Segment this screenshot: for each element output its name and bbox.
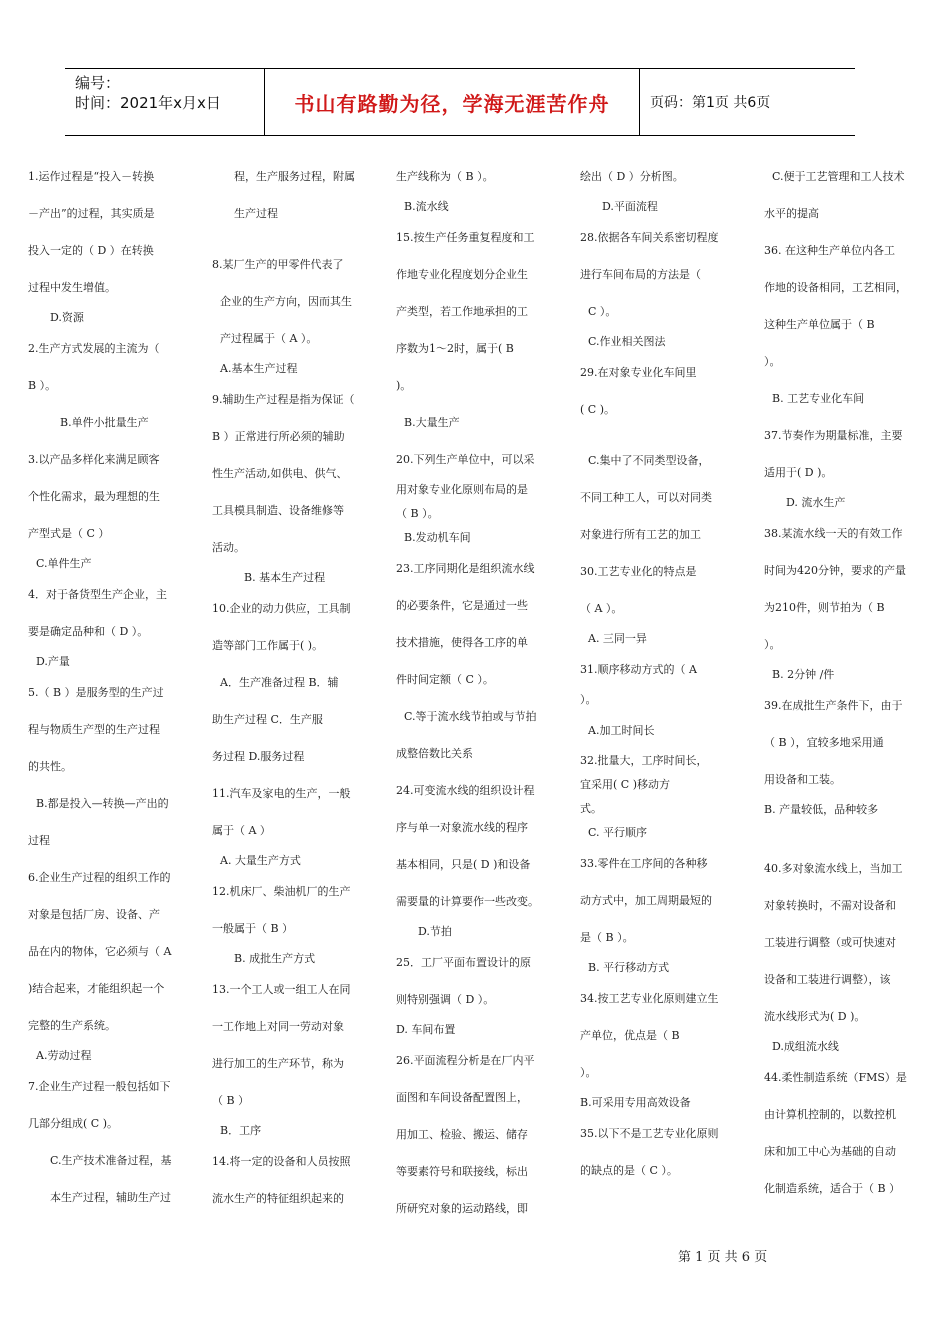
text-line: 等要素符号和联接线，标出 xyxy=(396,1165,528,1178)
text-column-5 xyxy=(764,158,926,1207)
text-line: 32.批量大，工序时间长， xyxy=(580,754,708,767)
time-label: 时间：2021年x月x日 xyxy=(75,94,221,112)
text-line: 动方式中，加工周期最短的 xyxy=(580,894,712,907)
text-line: 用加工、检验、搬运、储存 xyxy=(396,1128,528,1141)
answer-line: D.产量 xyxy=(36,655,70,668)
text-line: B ）正常进行所必须的辅助 xyxy=(212,430,345,443)
text-line: 20.下列生产单位中，可以采 xyxy=(396,453,535,466)
text-column-2 xyxy=(212,158,372,1217)
text-line: 要是确定品种和（ D ）。 xyxy=(28,625,149,638)
text-line: 属于（ A ） xyxy=(212,824,271,837)
number-label: 编号： xyxy=(75,74,121,92)
text-line: 不同工种工人，可以对同类 xyxy=(580,491,712,504)
text-line: 36. 在这种生产单位内各工 xyxy=(764,244,895,257)
text-line: 对象进行所有工艺的加工 xyxy=(580,528,701,541)
text-line: 是（ B ）。 xyxy=(580,931,634,944)
answer-line: B．工序 xyxy=(220,1124,262,1137)
text-line: 15.按生产任务重复程度和工 xyxy=(396,231,535,244)
text-line: 23.工序同期化是组织流水线 xyxy=(396,562,535,575)
text-line: 为210件，则节拍为（ B xyxy=(764,601,885,614)
text-line: 产型式是（ C ） xyxy=(28,527,110,540)
text-line: 几部分组成( C )。 xyxy=(28,1117,118,1130)
text-line: ）。 xyxy=(764,355,781,368)
answer-line: D.成组流水线 xyxy=(772,1040,839,1053)
answer-line: C.便于工艺管理和工人技术 xyxy=(772,170,905,183)
text-line: 式。 xyxy=(580,802,602,815)
answer-line: 本生产过程，辅助生产过 xyxy=(50,1191,171,1204)
text-line: 工装进行调整（或可快速对 xyxy=(764,936,896,949)
answer-line: D. 流水生产 xyxy=(786,496,846,509)
text-line: 对象转换时，不需对设备和 xyxy=(764,899,896,912)
text-line: 9.辅助生产过程是指为保证（ xyxy=(212,393,355,406)
text-line: 助生产过程 C．生产服 xyxy=(212,713,323,726)
answer-line: C.等于流水线节拍或与节拍 xyxy=(404,710,537,723)
text-line: 8.某厂生产的甲零件代表了 xyxy=(212,258,344,271)
text-line: 序数为1～2时，属于( B xyxy=(396,342,514,355)
text-line: 活动。 xyxy=(212,541,245,554)
answer-line: B.都是投入—转换—产出的 xyxy=(36,797,169,810)
text-line: 5.（ B ）是服务型的生产过 xyxy=(28,686,164,699)
text-line: 设备和工装进行调整），该 xyxy=(764,973,891,986)
text-line: ）。 xyxy=(764,638,781,651)
answer-line: C.集中了不同类型设备， xyxy=(588,454,710,467)
text-line: 1.运作过程是“投入－转换 xyxy=(28,170,155,183)
text-line: 这种生产单位属于（ B xyxy=(764,318,875,331)
text-line: 用对象专业化原则布局的是 xyxy=(396,483,528,496)
text-line: 38.某流水线一天的有效工作 xyxy=(764,527,903,540)
text-column-1 xyxy=(28,158,188,1216)
answer-line: C. 平行顺序 xyxy=(588,826,648,839)
text-line: 35.以下不是工艺专业化原则 xyxy=(580,1127,719,1140)
answer-line: B. 平行移动方式 xyxy=(588,961,670,974)
answer-line: B.发动机车间 xyxy=(404,531,471,544)
answer-line: C.作业相关图法 xyxy=(588,335,666,348)
answer-line: D. 车间布置 xyxy=(396,1023,456,1036)
text-line: 40.多对象流水线上，当加工 xyxy=(764,862,903,875)
text-line: 程与物质生产型的生产过程 xyxy=(28,723,160,736)
text-line: 所研究对象的运动路线，即 xyxy=(396,1202,528,1215)
text-line: 流水生产的特征组织起来的 xyxy=(212,1192,344,1205)
answer-line: B.流水线 xyxy=(404,200,449,213)
text-line: B ）。 xyxy=(28,379,57,392)
header-meta xyxy=(65,69,265,135)
answer-line: A.基本生产过程 xyxy=(220,362,298,375)
text-line: 水平的提高 xyxy=(764,207,819,220)
text-line: A．生产准备过程 B．辅 xyxy=(220,676,339,689)
text-line: －产出”的过程，其实质是 xyxy=(28,207,155,220)
text-line: 的共性。 xyxy=(28,760,72,773)
page-header xyxy=(65,68,855,136)
text-line: 6.企业生产过程的组织工作的 xyxy=(28,871,171,884)
text-line: （ B ） xyxy=(212,1094,250,1107)
text-line: ）。 xyxy=(580,693,597,706)
text-line: 的缺点的是（ C ）。 xyxy=(580,1164,678,1177)
text-line: 26.平面流程分析是在厂内平 xyxy=(396,1054,535,1067)
text-line: 企业的生产方向，因而其生 xyxy=(220,295,352,308)
text-line: 产过程属于（ A ）。 xyxy=(220,332,318,345)
answer-line: D.节拍 xyxy=(418,925,452,938)
text-line: 进行车间布局的方法是（ xyxy=(580,268,701,281)
text-line: 面图和车间设备配置图上， xyxy=(396,1091,528,1104)
text-line: 则特别强调（ D ）。 xyxy=(396,993,495,1006)
text-line: 24.可变流水线的组织设计程 xyxy=(396,784,535,797)
text-line: 绘出（ D ）分析图。 xyxy=(580,170,684,183)
text-line: 25．工厂平面布置设计的原 xyxy=(396,956,531,969)
page-footer: 第 1 页 共 6 页 xyxy=(678,1250,768,1265)
text-line: 2.生产方式发展的主流为（ xyxy=(28,342,160,355)
header-motto: 书山有路勤为径，学海无涯苦作舟 xyxy=(265,69,640,135)
answer-line: B. 2分钟 /件 xyxy=(772,668,835,681)
text-line: 44.柔性制造系统（FMS）是 xyxy=(764,1071,907,1084)
text-line: 29.在对象专业化车间里 xyxy=(580,366,697,379)
text-line: 作地的设备相同，工艺相同， xyxy=(764,281,907,294)
text-line: 产类型，若工作地承担的工 xyxy=(396,305,528,318)
text-line: ）。 xyxy=(580,1066,597,1079)
text-line: 37.节奏作为期量标准，主要 xyxy=(764,429,903,442)
text-line: 33.零件在工序间的各种移 xyxy=(580,857,708,870)
text-line: 基本相同，只是( D )和设备 xyxy=(396,858,531,871)
text-line: C ）。 xyxy=(588,305,617,318)
text-line: ( C )。 xyxy=(580,403,615,416)
text-line: 性生产活动,如供电、供气、 xyxy=(212,467,348,480)
text-line: 4．对于备货型生产企业，主 xyxy=(28,588,167,601)
text-line: 30.工艺专业化的特点是 xyxy=(580,565,697,578)
text-line: （ B ）。 xyxy=(396,507,439,520)
answer-line: C.生产技术准备过程，基 xyxy=(50,1154,172,1167)
text-column-3 xyxy=(396,158,558,1227)
header-page-label: 页码：第1页 共6页 xyxy=(650,95,771,111)
text-line: 39.在成批生产条件下，由于 xyxy=(764,699,903,712)
text-line: 生产过程 xyxy=(234,207,278,220)
text-line: 12.机床厂、柴油机厂的生产 xyxy=(212,885,351,898)
text-line: 由计算机控制的，以数控机 xyxy=(764,1108,896,1121)
answer-line: C.单件生产 xyxy=(36,557,92,570)
text-line: 对象是包括厂房、设备、产 xyxy=(28,908,160,921)
text-line: 生产线称为（ B ）。 xyxy=(396,170,494,183)
text-line: 31.顺序移动方式的（ A xyxy=(580,663,697,676)
text-line: 作地专业化程度划分企业生 xyxy=(396,268,528,281)
text-line: 用设备和工装。 xyxy=(764,773,841,786)
text-line: 品在内的物体，它必须与（ A xyxy=(28,945,172,958)
text-line: 件时间定额（ C ）。 xyxy=(396,673,494,686)
text-line: 适用于( D )。 xyxy=(764,466,833,479)
text-line: 过程 xyxy=(28,834,50,847)
text-line: 投入一定的（ D ）在转换 xyxy=(28,244,154,257)
text-line: 7.企业生产过程一般包括如下 xyxy=(28,1080,171,1093)
text-line: 11.汽车及家电的生产，一般 xyxy=(212,787,351,800)
answer-line: B.可采用专用高效设备 xyxy=(580,1096,691,1109)
answer-line: B.大量生产 xyxy=(404,416,460,429)
text-line: 工具模具制造、设备维修等 xyxy=(212,504,344,517)
text-line: 宜采用( C )移动方 xyxy=(580,778,670,791)
text-line: 34.按工艺专业化原则建立生 xyxy=(580,992,719,1005)
text-line: 程，生产服务过程，附属 xyxy=(234,170,355,183)
text-line: )。 xyxy=(396,379,412,392)
text-line: 进行加工的生产环节，称为 xyxy=(212,1057,344,1070)
text-line: 时间为420分钟，要求的产量 xyxy=(764,564,906,577)
text-line: 产单位，优点是（ B xyxy=(580,1029,680,1042)
answer-line: B. 产量较低，品种较多 xyxy=(764,803,879,816)
text-line: （ B ），宜较多地采用通 xyxy=(764,736,884,749)
answer-line: A.劳动过程 xyxy=(36,1049,92,1062)
text-line: 3.以产品多样化来满足顾客 xyxy=(28,453,160,466)
text-column-4 xyxy=(580,158,742,1189)
text-line: 10.企业的动力供应，工具制 xyxy=(212,602,351,615)
answer-line: B. 工艺专业化车间 xyxy=(772,392,865,405)
answer-line: B. 基本生产过程 xyxy=(244,571,326,584)
text-line: （ A ）。 xyxy=(580,602,623,615)
text-line: 化制造系统，适合于（ B ） xyxy=(764,1182,901,1195)
text-line: 13.一个工人或一组工人在同 xyxy=(212,983,351,996)
text-line: )结合起来，才能组织起一个 xyxy=(28,982,165,995)
text-line: 完整的生产系统。 xyxy=(28,1019,116,1032)
text-line: 务过程 D.服务过程 xyxy=(212,750,305,763)
text-line: 序与单一对象流水线的程序 xyxy=(396,821,528,834)
answer-line: B. 成批生产方式 xyxy=(234,952,316,965)
text-line: 一般属于（ B ） xyxy=(212,922,294,935)
answer-line: D.资源 xyxy=(50,311,84,324)
answer-line: D.平面流程 xyxy=(602,200,658,213)
text-line: 一工作地上对同一劳动对象 xyxy=(212,1020,344,1033)
answer-line: B.单件小批量生产 xyxy=(60,416,149,429)
text-line: 床和加工中心为基础的自动 xyxy=(764,1145,896,1158)
text-line: 的必要条件，它是通过一些 xyxy=(396,599,528,612)
answer-line: A. 大量生产方式 xyxy=(220,854,301,867)
text-line: 过程中发生增值。 xyxy=(28,281,116,294)
text-line: 流水线形式为( D )。 xyxy=(764,1010,866,1023)
answer-line: A. 三同一异 xyxy=(588,632,647,645)
text-line: 个性化需求，最为理想的生 xyxy=(28,490,160,503)
text-line: 造等部门工作属于( )。 xyxy=(212,639,324,652)
text-line: 成整倍数比关系 xyxy=(396,747,473,760)
text-line: 需要量的计算要作一些改变。 xyxy=(396,895,539,908)
text-line: 技术措施，使得各工序的单 xyxy=(396,636,528,649)
text-line: 14.将一定的设备和人员按照 xyxy=(212,1155,351,1168)
answer-line: A.加工时间长 xyxy=(588,724,655,737)
text-line: 28.依据各车间关系密切程度 xyxy=(580,231,719,244)
